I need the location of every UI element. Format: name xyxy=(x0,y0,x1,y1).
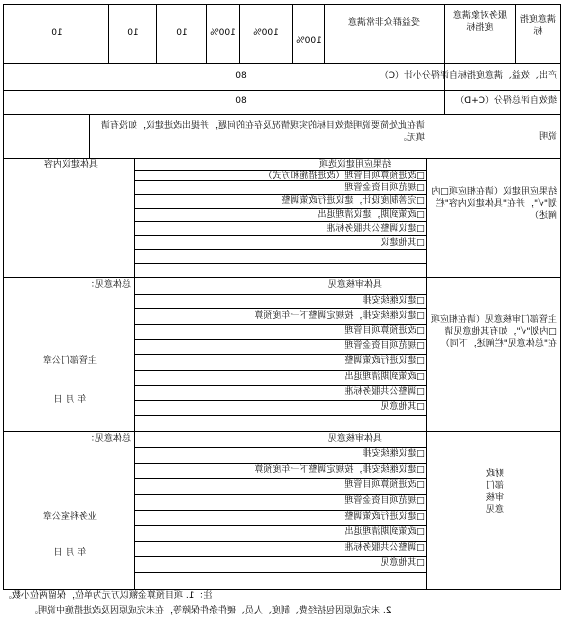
option-item[interactable]: □政策到期清理退出 xyxy=(344,527,425,537)
dept-review-overall-label: 总体意见： xyxy=(85,280,131,290)
finance-review-overall-label: 总体意见： xyxy=(85,434,131,444)
option-item[interactable]: □建议继续安排，按规定调整下一年度预算 xyxy=(254,311,425,321)
col-rule xyxy=(515,4,516,63)
option-item[interactable]: □改进预算项目管理 xyxy=(344,326,425,336)
subtotal-value: 80 xyxy=(235,71,247,81)
col-rule xyxy=(444,4,445,63)
option-item[interactable]: □其他建议 xyxy=(380,238,425,248)
col-rule xyxy=(239,4,240,63)
top-cell-d: 100% xyxy=(296,36,322,46)
result-application-label: 结果应用建议（请在相应项□内划"√"，并在"具体建议内容"栏阐述） xyxy=(431,187,557,221)
col-rule xyxy=(292,4,293,63)
top-cell-h: 10 xyxy=(127,28,139,38)
col-rule xyxy=(206,4,207,63)
option-item[interactable]: □其他意见 xyxy=(380,558,425,568)
option-item[interactable]: □政策到期清理退出 xyxy=(344,372,425,382)
border-top xyxy=(3,4,561,5)
row-rule xyxy=(3,114,561,115)
border-left xyxy=(560,4,561,590)
option-item[interactable]: □改进预算项目管理 xyxy=(344,480,425,490)
col-rule xyxy=(108,4,109,63)
col-rule xyxy=(324,4,325,63)
row-rule xyxy=(3,431,561,432)
finance-stamp-label: 业务科室公章 xyxy=(43,512,98,522)
option-item[interactable]: □建议进行政策调整 xyxy=(344,356,425,366)
option-item[interactable]: □建议继续安排 xyxy=(362,296,425,306)
row-rule xyxy=(3,277,561,278)
option-item[interactable]: □调整公共服务标准 xyxy=(344,387,425,397)
total-value: 80 xyxy=(235,96,247,106)
option-item[interactable]: □规范项目资金管理 xyxy=(344,496,425,506)
total-label: 绩效自评总得分（C+D） xyxy=(455,96,557,106)
result-application-options-header: 结果应用建议选项 xyxy=(319,160,392,170)
finance-review-label: 财政部门审核意见 xyxy=(486,469,505,515)
option-item[interactable]: □建议继续安排 xyxy=(362,449,425,459)
option-item[interactable]: □建议继续安排，按规定调整下一年度预算 xyxy=(254,465,425,475)
top-cell-f: 100% xyxy=(210,28,236,38)
finance-date: 年 月 日 xyxy=(53,548,87,558)
footnote: 2. 未完成原因包括经费、制度、人员、硬件条件保障等，在未完成原因及改进措施中说明。 xyxy=(29,606,392,616)
option-item[interactable]: □调整公共服务标准 xyxy=(344,543,425,553)
option-item[interactable]: □其他意见 xyxy=(380,402,425,412)
dept-review-options-header: 具体审核意见 xyxy=(328,280,383,290)
top-cell-c: 受益群众非常满意 xyxy=(348,18,421,28)
top-cell-i: 10 xyxy=(51,28,63,38)
note-label: 说明 xyxy=(538,132,557,142)
option-item[interactable]: □建议进行政策调整 xyxy=(344,512,425,522)
subtotal-label: 产出、效益、满意度指标自评得分小计（C） xyxy=(379,71,557,81)
dept-stamp-label: 主管部门公章 xyxy=(43,356,98,366)
footnote: 注：1. 项目预算金额以万元为单位，保留两位小数。 xyxy=(3,591,213,601)
dept-date: 年 月 日 xyxy=(53,395,87,405)
finance-review-options xyxy=(135,447,425,589)
row-rule xyxy=(3,158,561,159)
option-item[interactable]: □规范项目资金管理 xyxy=(344,183,425,193)
option-item[interactable]: □改进预算项目管理（改进措施和方式） xyxy=(263,171,425,181)
finance-review-options-header: 具体审核意见 xyxy=(328,434,383,444)
row-rule xyxy=(3,90,561,91)
col-rule xyxy=(156,4,157,63)
top-cell-a: 满意度指标 xyxy=(520,15,557,37)
border-right xyxy=(3,4,4,590)
option-item[interactable]: □完善制度设计，建议进行政策调整 xyxy=(281,196,425,206)
dept-review-label: 主管部门审核意见（请在相应项□内划"√"，如有其他意见请在"总体意见"栏阐述，下同） xyxy=(430,315,557,349)
option-item[interactable]: □规范项目资金管理 xyxy=(344,341,425,351)
note-text: 请在此处简要说明绩效目标的实现情况及存在的问题，并提出改进建议，如没有请填无。 xyxy=(100,121,425,143)
dept-review-options xyxy=(135,294,425,430)
result-application-options xyxy=(135,170,425,277)
option-item[interactable]: □政策到期，建议清理退出 xyxy=(317,210,425,220)
col-rule xyxy=(89,114,90,158)
border-bottom xyxy=(3,589,561,590)
result-application-content-header: 具体建议内容 xyxy=(44,160,99,170)
option-item[interactable]: □建议调整公共服务标准 xyxy=(326,224,425,234)
top-cell-g: 10 xyxy=(176,28,188,38)
top-cell-e: 100% xyxy=(253,28,279,38)
top-cell-b: 服务对象满意度指标 xyxy=(453,11,508,33)
row-rule xyxy=(3,63,561,64)
